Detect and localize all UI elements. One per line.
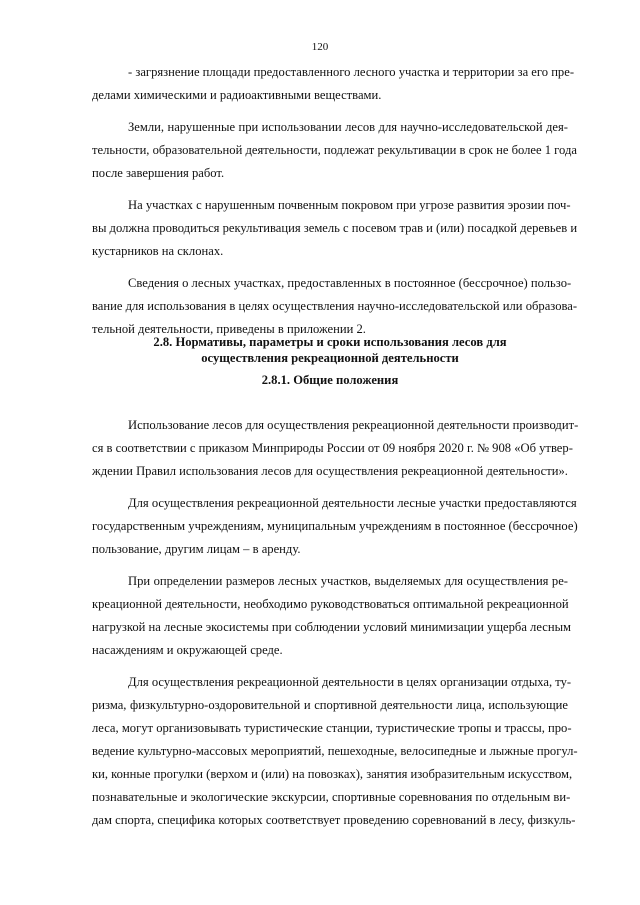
section-heading-line: 2.8. Нормативы, параметры и сроки использования лесов для — [153, 335, 507, 349]
subsection-heading-text: 2.8.1. Общие положения — [261, 373, 399, 387]
paragraph-line: кустарников на склонах. — [92, 244, 224, 258]
paragraph — [92, 194, 578, 263]
subsection-heading — [92, 372, 568, 388]
paragraph — [92, 492, 578, 561]
paragraph-line: ки, конные прогулки (верхом и (или) на повозках), занятия изобразительным искусством, — [92, 767, 573, 781]
paragraph-line: ризма, физкультурно-оздоровительной и спортивной деятельности лица, использующие — [92, 698, 568, 712]
paragraph-line: леса, могут организовывать туристические станции, туристические тропы и трассы, про- — [92, 721, 572, 735]
top-text-block — [92, 61, 578, 350]
paragraph-line: Использование лесов для осуществления рекреационной деятельности производит- — [128, 418, 579, 432]
paragraph-line: Земли, нарушенные при использовании лесов для научно-исследовательской дея- — [128, 120, 568, 134]
section-heading-line: осуществления рекреационной деятельности — [201, 351, 459, 365]
paragraph-line: ся в соответствии с приказом Минприроды России от 09 ноября 2020 г. № 908 «Об утвер- — [92, 441, 573, 455]
paragraph-line: тельности, образовательной деятельности, подлежат рекультивации в срок не более 1 года — [92, 143, 577, 157]
section-heading — [92, 334, 568, 366]
paragraph-line: дам спорта, специфика которых соответствует проведению соревнований в лесу, физкуль- — [92, 813, 576, 827]
paragraph-line: тельной деятельности, приведены в приложении 2. — [92, 322, 366, 336]
paragraph-line: вание для использования в целях осуществления научно-исследовательской или образова- — [92, 299, 578, 313]
paragraph-line: после завершения работ. — [92, 166, 225, 180]
paragraph-line: пользование, другим лицам – в аренду. — [92, 542, 301, 556]
paragraph-line: Для осуществления рекреационной деятельности лесные участки предоставляются — [128, 496, 577, 510]
paragraph — [92, 272, 578, 341]
paragraph-line: ждении Правил использования лесов для осуществления рекреационной деятельности». — [92, 464, 568, 478]
paragraph-line: креационной деятельности, необходимо руководствоваться оптимальной рекреационной — [92, 597, 569, 611]
paragraph-line: - загрязнение площади предоставленного лесного участка и территории за его пре- — [128, 65, 575, 79]
paragraph — [92, 414, 579, 483]
paragraph-line: государственным учреждениям, муниципальным учреждениям в постоянное (бессрочное) — [92, 519, 578, 533]
bottom-text-block — [92, 414, 579, 841]
paragraph-line: Для осуществления рекреационной деятельности в целях организации отдыха, ту- — [128, 675, 572, 689]
paragraph-line: ведение культурно-массовых мероприятий, пешеходные, велосипедные и лыжные прогул- — [92, 744, 578, 758]
paragraph-line: познавательные и экологические экскурсии, спортивные соревнования по отдельным ви- — [92, 790, 571, 804]
paragraph-line: вы должна проводиться рекультивация земель с посевом трав и (или) посадкой деревьев и — [92, 221, 578, 235]
paragraph — [92, 671, 578, 832]
paragraph-line: делами химическими и радиоактивными веществами. — [92, 88, 382, 102]
paragraph — [92, 570, 572, 662]
paragraph-line: При определении размеров лесных участков, выделяемых для осуществления ре- — [128, 574, 568, 588]
page-number: 120 — [311, 41, 329, 53]
paragraph-line: Сведения о лесных участках, предоставленных в постоянное (бессрочное) пользо- — [128, 276, 572, 290]
paragraph — [92, 116, 577, 185]
paragraph-line: На участках с нарушенным почвенным покровом при угрозе развития эрозии поч- — [128, 198, 571, 212]
paragraph-line: нагрузкой на лесные экосистемы при соблюдении условий минимизации ущерба лесным — [92, 620, 572, 634]
paragraph-line: насаждениям и окружающей среде. — [92, 643, 283, 657]
paragraph — [92, 61, 575, 107]
